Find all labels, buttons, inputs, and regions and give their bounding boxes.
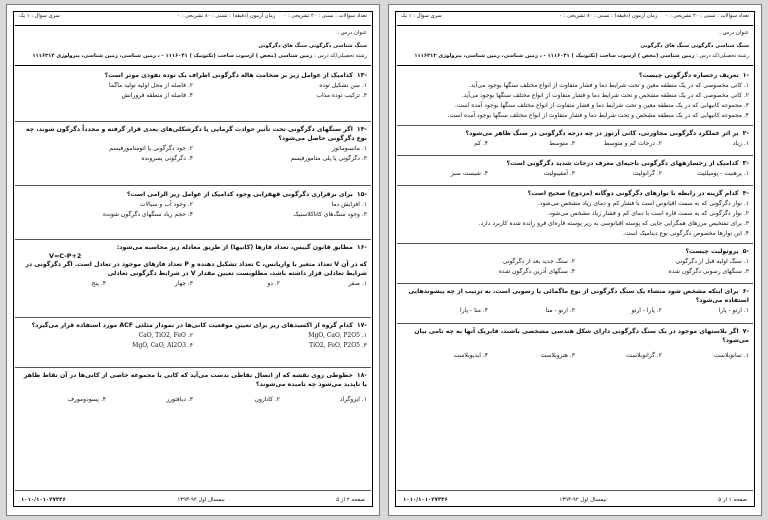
question-stem: کدام گزینه در رابطه با نوارهای دگرگونی دوگانه (مزدوج) صحیح است؟ — [527, 190, 739, 197]
question-stem: برای اینکه مشخص شود منشاء یک سنگ دگرگونی از نوع ماگمائی یا رسوبی است، به ترتیب از چه پیشوندهایی استفاده می‌شود؟ — [408, 288, 749, 304]
option-2[interactable]: ۲. پارا - ارتو — [631, 307, 662, 314]
question-divider — [15, 367, 371, 368]
term-label: نیمسال اول ۹۲-۱۳۹۳ — [177, 497, 225, 503]
question-stem: اگر سنگهای دگرگونی تحت تأثیر حوادث گرمایی یا دگرشکلی‌های بعدی قرار گرفته و مجدداً دگرگون شوند، چه نوع دگرگونی حاصل می‌شود؟ — [25, 126, 367, 142]
field-value: زمین شناسی (محض ) ارسوب ساخت (تکتونیک ) ۱۱۱۶۰۴۱ - ، زمین شناسی، زمین شناسی، پترولوژی ۱۱۱۶۳۱۳ — [32, 53, 313, 59]
option-1[interactable]: ۱. ارتو - پارا — [718, 307, 749, 314]
question-7: -۷اگر بلاستهای موجود در یک سنگ دگرگونی دارای شکل هندسی مشخصی باشند، فابریک آنها به چه نامی بیان می‌شود؟ ۱. تماتوبلاست ۲. گرانوبلاست ۳. هتروبلاست ۴. ایدیوبلاست — [401, 327, 749, 361]
question-divider — [15, 185, 371, 186]
question-divider — [397, 125, 753, 126]
option-3[interactable]: ۳. آمفیبولیت — [543, 170, 575, 177]
question-divider — [15, 317, 371, 318]
option-2[interactable]: ۲. گرانولیت — [632, 170, 662, 177]
question-15: -۱۵برای برقراری دگرگونی قهقرایی وجود کدامیک از عوامل زیر الزامی است؟ ۱. افزایش دما ۲. وجود آب و سیالات ۳. وجود سنگ‌های کاتاکلاستیک ۴. حجم زیاد سنگهای دگرگون شونده — [19, 190, 367, 220]
question-count: تعداد سوالات : تستی : ۲۰ تشریحی : ۰ — [283, 13, 367, 19]
field-value: زمین شناسی (محض ) ارسوب ساخت (تکتونیک ) ۱۱۱۶۰۴۱ - ، زمین شناسی، زمین شناسی، پترولوژی ۱۱۱۶۳۱۳ — [414, 53, 695, 59]
option-1[interactable]: ۱. کانی مخصوصی که در یک منطقه معین و تحت شرایط دما و فشار متفاوت از انواع مختلف سنگها بوجود می‌آید. — [468, 82, 749, 89]
option-4[interactable]: ۴. کم — [474, 140, 488, 147]
exam-page-2 — [6, 4, 380, 516]
question-count: تعداد سوالات : تستی : ۲۰ تشریحی : ۰ — [665, 13, 749, 19]
course-title-row — [401, 43, 749, 49]
option-3[interactable]: ۳. متوسط — [549, 140, 575, 147]
option-4[interactable]: ۴. متا - پارا — [460, 307, 488, 314]
question-divider — [397, 185, 753, 186]
option-1[interactable]: ۱. افزایش دما — [331, 201, 367, 208]
option-1[interactable]: ۱. نوار دگرگونی که به سمت اقیانوس است با فشار کم و دمای زیاد مشخص می‌شود. — [537, 200, 749, 207]
option-2[interactable]: ۲. نوار دگرگونی که به سمت قاره است با دمای کم و فشار زیاد مشخص می‌شود. — [547, 210, 749, 217]
page-footer — [403, 497, 747, 503]
option-1[interactable]: ۱. سن تشکیل توده — [319, 82, 367, 89]
footer-divider — [15, 490, 371, 491]
option-3[interactable]: ۳. ارتو - متا — [545, 307, 575, 314]
course-row — [401, 30, 749, 36]
option-1[interactable]: ۱. ایزوگراد — [339, 396, 367, 403]
option-2[interactable]: ۲. فاصله از محل اولیه تولید ماگما — [109, 82, 193, 89]
question-5: -۵پروتولیت چیست؟ ۱. سنگ اولیه قبل از دگرگونی ۲. سنگ جدید بعد از دگرگونی ۳. سنگهای رسوبی دگرگون شده ۴. سنگهای آذرین دگرگون شده — [401, 247, 749, 277]
question-6: -۶برای اینکه مشخص شود منشاء یک سنگ دگرگونی از نوع ماگمائی یا رسوبی است، به ترتیب از چه پیشوندهایی استفاده می‌شود؟ ۱. ارتو - پارا ۲. پارا - ارتو ۳. ارتو - متا ۴. متا - پارا — [401, 287, 749, 316]
option-2[interactable]: ۲. دو — [267, 280, 280, 287]
course-title: سنگ شناسی دگرگونی سنگ های دگرگونی — [640, 43, 749, 49]
option-4[interactable]: ۴. این نوارها مخصوص دگرگونی نوع دینامیک است. — [622, 230, 749, 237]
page-number: صفحه ۱ از ۵ — [718, 497, 747, 503]
series-label: سری سوال : ۱ یک — [401, 13, 442, 19]
page-number: صفحه ۲ از ۵ — [336, 497, 365, 503]
option-3[interactable]: ۳. دگرگونی یا پلی متامورفیسم — [290, 155, 367, 162]
field-row — [19, 53, 367, 59]
option-3[interactable]: ۳. مجموعه کانیهایی که در یک منطقه معین و تحت شرایط دما و فشار متفاوت از انواع مختلف سنگها بوجود آمده است. — [454, 102, 749, 109]
option-3[interactable]: ۳. ترکیب توده مذاب — [316, 92, 367, 99]
question-stem: کدام گروه از اکسیدهای زیر برای تعیین موقعیت کانی‌ها در نمودار مثلثی ACF مورد استفاده قرار می‌گیرد؟ — [31, 322, 353, 329]
question-4: -۴کدام گزینه در رابطه با نوارهای دگرگونی دوگانه (مزدوج) صحیح است؟ ۱. نوار دگرگونی که به سمت اقیانوس است با فشار کم و دمای زیاد مشخص می‌شود. ۲. نوار دگرگونی که به سمت قاره است با دمای کم و فشار زیاد مشخص می‌شود. ۳. برای تشخیص مرزهای همگرایی جایی که پوسته اقیانوسی به زیر پوسته قاره‌ای فرو رانده شده کاربرد دارد. ۴. این نوارها مخصوص دگرگونی نوع دینامیک است. — [401, 189, 749, 239]
question-stem: اگر بلاستهای موجود در یک سنگ دگرگونی دارای شکل هندسی مشخصی باشند، فابریک آنها به چه نامی بیان می‌شود؟ — [414, 328, 749, 344]
divider — [15, 65, 371, 66]
option-4[interactable]: ۴. دگرگونی پسرونده — [141, 155, 193, 162]
question-stem: تعریف رخساره دگرگونی چیست؟ — [638, 72, 739, 79]
option-4[interactable]: ۴. پنج — [91, 280, 106, 287]
option-3[interactable]: ۳. هتروبلاست — [540, 352, 575, 359]
option-3[interactable]: ۳. سنگهای رسوبی دگرگون شده — [668, 268, 749, 275]
divider — [15, 25, 371, 26]
divider — [397, 65, 753, 66]
option-3[interactable]: ۳. چهار — [174, 280, 193, 287]
field-label: رشته تحصیلی/کد درس : — [314, 53, 367, 59]
field-row — [401, 53, 749, 59]
divider — [397, 25, 753, 26]
option-3[interactable]: ۳. برای تشخیص مرزهای همگرایی جایی که پوسته اقیانوسی به زیر پوسته قاره‌ای فرو رانده شده کاربرد دارد. — [478, 220, 749, 227]
question-18: -۱۸خطوطی روی نقشه که از اتصال نقاطی بدست می‌آید که کانی یا مجموعه خاصی از کانی‌ها در آن نقاط ظاهر یا ناپدید می‌شود چه نامیده می‌شوند؟ ۱. ایزوگراد ۲. کانازون ۳. دیافتورز ۴. پسودومورف — [19, 371, 367, 405]
exam-time: زمان آزمون (دقیقه) : تستی : ۸۰ تشریحی : ۰ — [177, 13, 276, 19]
course-label: عنوان درس : — [719, 30, 749, 36]
option-2[interactable]: ۲. گرانوبلاست — [626, 352, 662, 359]
question-stem: مطابق قانون گیبس، تعداد فازها (کانیها) از طریق معادله زیر محاسبه می‌شود: — [116, 244, 353, 251]
footer-divider — [397, 490, 753, 491]
question-stem: کدامیک از عوامل زیر بر ضخامت هاله دگرگونی اطراف یک توده نفوذی موثر است؟ — [104, 72, 353, 79]
question-stem: برای برقراری دگرگونی قهقرایی وجود کدامیک از عوامل زیر الزامی است؟ — [126, 191, 353, 198]
option-4[interactable]: ۴. فاصله از منطقه فرورانش — [121, 92, 193, 99]
option-2[interactable]: ۲. CaO, TiO2, FeO — [138, 332, 193, 339]
question-13: -۱۳کدامیک از عوامل زیر بر ضخامت هاله دگرگونی اطراف یک توده نفوذی موثر است؟ ۱. سن تشکیل توده ۲. فاصله از محل اولیه تولید ماگما ۳. ترکیب توده مذاب ۴. فاصله از منطقه فرورانش — [19, 71, 367, 101]
page-footer — [21, 497, 365, 503]
question-stem: پروتولیت چیست؟ — [685, 248, 739, 255]
exam-code: ۱۰۱۰/۱۰۱۰۲۷۳۴۶ — [21, 497, 66, 503]
term-label: نیمسال اول ۹۲-۱۳۹۳ — [559, 497, 607, 503]
option-4[interactable]: ۴. MgO, CaO, Al2O3 — [132, 342, 193, 349]
question-stem: خطوطی روی نقشه که از اتصال نقاطی بدست می‌آید که کانی یا مجموعه خاصی از کانی‌ها در آن نقاط ظاهر یا ناپدید می‌شود چه نامیده می‌شوند؟ — [23, 372, 367, 388]
question-17: -۱۷کدام گروه از اکسیدهای زیر برای تعیین موقعیت کانی‌ها در نمودار مثلثی ACF مورد استفاده قرار می‌گیرد؟ ۱. MgO, CaO, P2O5 ۲. CaO, TiO2, FeO ۳. TiO2, FeO, P2O5 ۴. MgO, CaO, Al2O3 — [19, 321, 367, 351]
question-2: -۲بر اثر عملکرد دگرگونی مجاورتی، کانی آرتوز در چه درجه دگرگونی در سنگ ظاهر می‌شود؟ ۱. زیاد ۲. درجات کم و متوسط ۳. متوسط ۴. کم — [401, 129, 749, 149]
option-1[interactable]: ۱. MgO, CaO, P2O5 — [308, 332, 367, 339]
question-stem: کدامیک از رخسارههای دگرگونی ناحیه‌ای معرف درجات شدید دگرگونی است؟ — [506, 160, 739, 167]
course-title: سنگ شناسی دگرگونی سنگ های دگرگونی — [258, 43, 367, 49]
exam-time: زمان آزمون (دقیقه) : تستی : ۸۰ تشریحی : ۰ — [559, 13, 658, 19]
series-label: سری سوال : ۱ یک — [19, 13, 60, 19]
option-3[interactable]: ۳. وجود سنگ‌های کاتاکلاستیک — [293, 211, 367, 218]
option-4[interactable]: ۴. مجموعه کانیهایی که در یک منطقه مشخص و تحت شرایط دما و فشار متفاوت از انواع مختلف سنگها بوجود آمده است. — [447, 112, 749, 119]
course-title-row — [19, 43, 367, 49]
question-divider — [397, 323, 753, 324]
option-2[interactable]: ۲. درجات کم و متوسط — [603, 140, 662, 147]
field-label: رشته تحصیلی/کد درس : — [696, 53, 749, 59]
option-4[interactable]: ۴. پسودومورف — [67, 396, 106, 403]
option-1[interactable]: ۱. مانسوماتوز — [332, 145, 367, 152]
option-4[interactable]: ۴. حجم زیاد سنگهای دگرگون شونده — [102, 211, 193, 218]
option-2[interactable]: ۲. خود دگرگونی یا اتومتامورفیسم — [109, 145, 193, 152]
option-2[interactable]: ۲. وجود آب و سیالات — [139, 201, 193, 208]
question-divider — [397, 155, 753, 156]
question-14: -۱۴اگر سنگهای دگرگونی تحت تأثیر حوادث گرمایی یا دگرشکلی‌های بعدی قرار گرفته و مجدداً دگرگون شوند، چه نوع دگرگونی حاصل می‌شود؟ ۱. مانسوماتوز ۲. خود دگرگونی یا اتومتامورفیسم ۳. دگرگونی یا پلی متامورفیسم ۴. دگرگونی پسرونده — [19, 125, 367, 164]
question-divider — [15, 239, 371, 240]
option-1[interactable]: ۱. پرهنیت - پومپلئیت — [697, 170, 749, 177]
question-divider — [15, 121, 371, 122]
option-1[interactable]: ۱. زیاد — [732, 140, 749, 147]
option-4[interactable]: ۴. شیست سبز — [450, 170, 488, 177]
question-stem-continued: که در آن V تعداد متغیر با واریانس، C تعداد تشکیل دهنده و P تعداد فازهای موجود در تعادل است. اگر دگرگونی در شرایط تعادلی قرار داشته باشد، مطلوبست تعیین مقدار V در شرایط دگرگونی تعادلی — [25, 261, 367, 277]
question-1: -۱تعریف رخساره دگرگونی چیست؟ ۱. کانی مخصوصی که در یک منطقه معین و تحت شرایط دما و فشار متفاوت از انواع مختلف سنگها بوجود می‌آید. ۲. کانی مخصوصی که در یک منطقه مشخص و تحت شرایط دما و فشار متفاوت از انواع مختلف سنگها بوجود می‌آید. ۳. مجموعه کانیهایی که در یک منطقه معین و تحت شرایط دما و فشار متفاوت از انواع مختلف سنگها بوجود آمده است. ۴. مجموعه کانیهایی که در یک منطقه مشخص و تحت شرایط دما و فشار متفاوت از انواع مختلف سنگها بوجود آمده است. — [401, 71, 749, 121]
option-4[interactable]: ۴. سنگهای آذرین دگرگون شده — [498, 268, 575, 275]
question-stem: بر اثر عملکرد دگرگونی مجاورتی، کانی آرتوز در چه درجه دگرگونی در سنگ ظاهر می‌شود؟ — [465, 130, 739, 137]
option-3[interactable]: ۳. TiO2, FeO, P2O5 — [309, 342, 367, 349]
course-label: عنوان درس : — [337, 30, 367, 36]
option-1[interactable]: ۱. سنگ اولیه قبل از دگرگونی — [675, 258, 749, 265]
option-2[interactable]: ۲. کانازون — [254, 396, 280, 403]
question-3: -۳کدامیک از رخسارههای دگرگونی ناحیه‌ای معرف درجات شدید دگرگونی است؟ ۱. پرهنیت - پومپلئیت ۲. گرانولیت ۳. آمفیبولیت ۴. شیست سبز — [401, 159, 749, 179]
question-16: -۱۶مطابق قانون گیبس، تعداد فازها (کانیها) از طریق معادله زیر محاسبه می‌شود: V=C-P+2 که در آن V تعداد متغیر با واریانس، C تعداد تشکیل دهنده و P تعداد فازهای موجود در تعادل است. اگر دگرگونی در شرایط تعادلی قرار داشته باشد، مطلوبست تعیین مقدار V در شرایط دگرگونی تعادلی ۱. صفر ۲. دو ۳. چهار ۴. پنج — [19, 243, 367, 289]
option-4[interactable]: ۴. ایدیوبلاست — [453, 352, 488, 359]
question-divider — [397, 283, 753, 284]
option-2[interactable]: ۲. سنگ جدید بعد از دگرگونی — [502, 258, 575, 265]
gibbs-formula: V=C-P+2 — [49, 252, 82, 260]
exam-page-1 — [388, 4, 762, 516]
option-1[interactable]: ۱. تماتوبلاست — [714, 352, 749, 359]
question-divider — [397, 243, 753, 244]
option-1[interactable]: ۱. صفر — [348, 280, 367, 287]
option-2[interactable]: ۲. کانی مخصوصی که در یک منطقه مشخص و تحت شرایط دما و فشار متفاوت از انواع مختلف سنگها بوجود می‌آید. — [461, 92, 749, 99]
course-row — [19, 30, 367, 36]
option-3[interactable]: ۳. دیافتورز — [166, 396, 193, 403]
exam-code: ۱۰۱۰/۱۰۱۰۲۷۳۴۶ — [403, 497, 448, 503]
